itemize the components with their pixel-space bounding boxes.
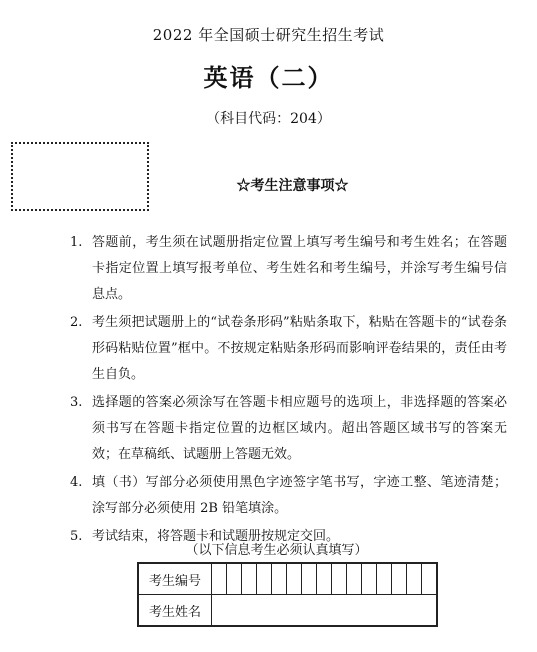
notice-item-number: 4. [70,475,83,490]
candidate-id-digit-box[interactable] [257,563,272,595]
candidate-id-digit-box[interactable] [212,563,227,595]
candidate-info-table [137,562,438,627]
info-form-caption: （以下信息考生必须认真填写） [185,543,368,558]
notice-item-text: 选择题的答案必须涂写在答题卡相应题号的选项上，非选择题的答案必须书写在答题卡指定位置的边框区域内。超出答题区域书写的答案无效；在草稿纸、试题册上答题无效。 [92,395,507,462]
candidate-id-digit-box[interactable] [302,563,317,595]
candidate-name-field[interactable] [212,595,438,627]
notice-heading: ☆考生注意事项☆ [236,178,349,194]
subject-code: （科目代码：204） [206,111,331,127]
candidate-id-digit-box[interactable] [362,563,377,595]
candidate-name-label: 考生姓名 [138,595,212,627]
notice-item-text: 考生须把试题册上的“试卷条形码”粘贴条取下，粘贴在答题卡的“试卷条形码粘贴位置”框中。不按规定粘贴条形码而影响评卷结果的，责任由考生自负。 [92,315,507,382]
notice-list [0,230,537,552]
subject-title: 英语（二） [203,63,334,92]
notice-item-number: 3. [70,395,83,410]
candidate-id-digit-box[interactable] [407,563,422,595]
candidate-id-digit-box[interactable] [347,563,362,595]
candidate-id-digit-box[interactable] [227,563,242,595]
candidate-id-digit-box[interactable] [272,563,287,595]
notice-item-number: 5. [70,529,83,544]
candidate-id-label: 考生编号 [138,563,212,595]
notice-item [0,390,537,468]
notice-item [0,310,537,388]
notice-item-text: 考试结束，将答题卡和试题册按规定交回。 [92,529,340,544]
notice-item [0,470,537,522]
exam-title: 2022 年全国硕士研究生招生考试 [152,26,385,44]
candidate-id-digit-box[interactable] [242,563,257,595]
candidate-id-digit-box[interactable] [287,563,302,595]
candidate-id-digit-box[interactable] [377,563,392,595]
notice-item-number: 2. [70,315,83,330]
notice-item-text: 答题前，考生须在试题册指定位置上填写考生编号和考生姓名；在答题卡指定位置上填写报考单位、考生姓名和考生编号，并涂写考生编号信息点。 [92,235,507,302]
candidate-name-row [138,595,437,627]
notice-item-text: 填（书）写部分必须使用黑色字迹签字笔书写，字迹工整、笔迹清楚；涂写部分必须使用 2B 铅笔填涂。 [92,475,507,516]
candidate-id-digit-box[interactable] [422,563,438,595]
notice-item-number: 1. [70,235,83,250]
notice-item [0,230,537,308]
candidate-id-digit-box[interactable] [392,563,407,595]
candidate-id-row [138,563,437,595]
candidate-id-digit-box[interactable] [317,563,332,595]
candidate-id-digit-box[interactable] [332,563,347,595]
